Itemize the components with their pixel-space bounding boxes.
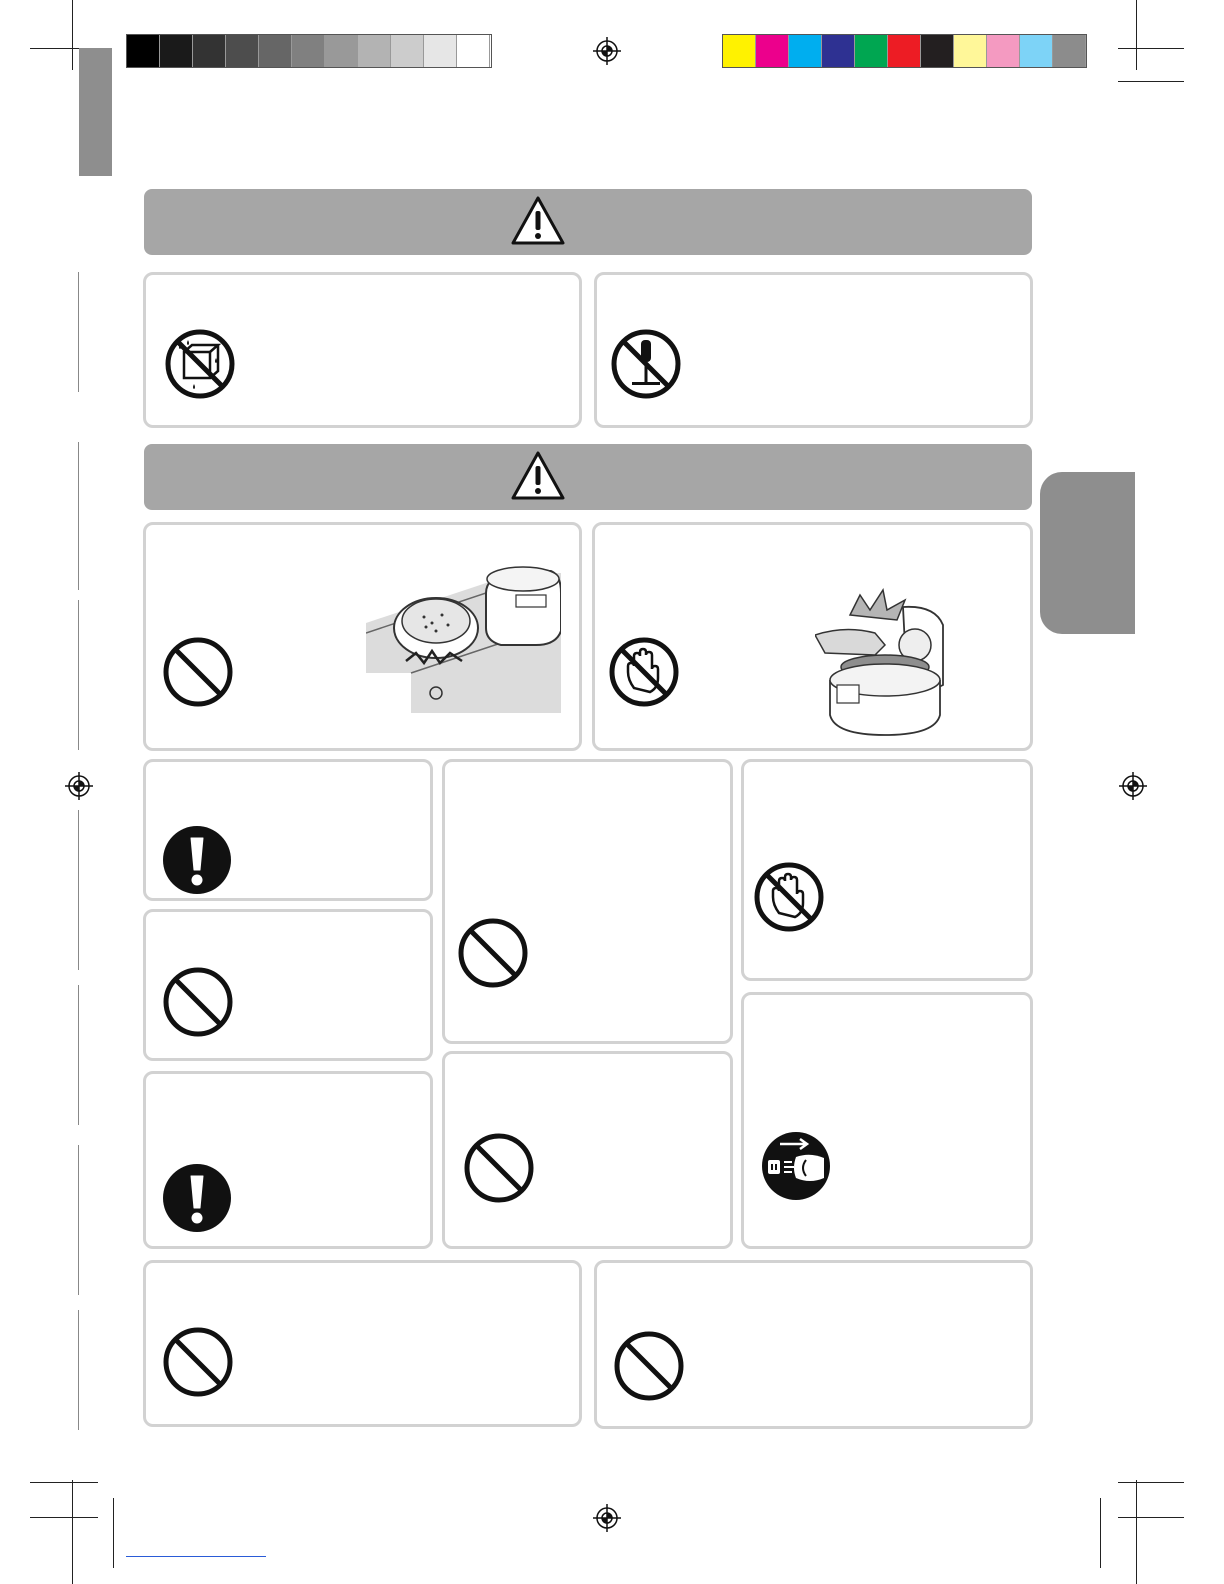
color-swatch xyxy=(358,35,391,67)
crop-mark xyxy=(113,1498,114,1568)
color-swatch xyxy=(391,35,424,67)
color-swatch xyxy=(855,35,888,67)
language-tab-right xyxy=(1040,472,1135,634)
card-prohibited-small-2 xyxy=(442,1051,733,1249)
crop-mark xyxy=(1118,1482,1184,1483)
crop-mark xyxy=(1118,48,1184,49)
margin-rule xyxy=(78,442,79,590)
color-swatch xyxy=(954,35,987,67)
color-swatch xyxy=(987,35,1020,67)
margin-rule xyxy=(78,272,79,392)
crop-mark xyxy=(30,1482,98,1483)
warning-triangle-icon xyxy=(510,195,566,247)
mandatory-exclamation-icon xyxy=(161,824,233,896)
registration-mark-icon xyxy=(592,1503,622,1533)
no-disassembly-screwdriver-icon xyxy=(610,328,682,400)
color-swatch xyxy=(921,35,954,67)
card-prohibited-tall xyxy=(442,759,733,1044)
rice-cooker-steam-hand-illustration xyxy=(815,585,965,740)
mandatory-exclamation-icon xyxy=(161,1162,233,1234)
warning-band-1 xyxy=(144,189,1032,255)
color-swatch xyxy=(756,35,789,67)
prohibited-icon xyxy=(162,636,234,708)
color-swatch xyxy=(822,35,855,67)
color-swatch xyxy=(789,35,822,67)
color-swatch xyxy=(424,35,457,67)
card-prohibited-small-1 xyxy=(143,909,433,1061)
registration-mark-icon xyxy=(64,771,94,801)
color-swatch xyxy=(723,35,756,67)
color-swatch xyxy=(226,35,259,67)
margin-rule xyxy=(78,1310,79,1430)
color-swatch xyxy=(888,35,921,67)
language-tab-left xyxy=(79,48,112,176)
card-no-heat-source xyxy=(143,522,582,751)
color-swatch xyxy=(325,35,358,67)
card-no-water xyxy=(143,272,582,428)
crop-mark xyxy=(1118,81,1184,82)
link-underline xyxy=(126,1556,266,1557)
color-swatch xyxy=(1020,35,1053,67)
warning-band-2 xyxy=(144,444,1032,510)
prohibited-icon xyxy=(162,966,234,1038)
crop-mark xyxy=(1100,1498,1101,1568)
color-swatch xyxy=(292,35,325,67)
card-no-touch-2 xyxy=(741,759,1033,981)
color-swatch xyxy=(259,35,292,67)
do-not-touch-hand-icon xyxy=(608,636,680,708)
card-no-touch-steam xyxy=(592,522,1033,751)
card-mandatory-2 xyxy=(143,1071,433,1249)
color-swatch xyxy=(160,35,193,67)
margin-rule xyxy=(78,810,79,970)
registration-mark-icon xyxy=(1118,771,1148,801)
color-swatch xyxy=(127,35,160,67)
prohibited-icon xyxy=(162,1326,234,1398)
color-swatch xyxy=(193,35,226,67)
no-water-splash-icon xyxy=(164,328,236,400)
rice-cooker-near-stove-illustration xyxy=(366,553,561,713)
do-not-touch-hand-icon xyxy=(753,861,825,933)
registration-mark-icon xyxy=(592,36,622,66)
color-swatch xyxy=(1053,35,1086,67)
card-no-disassemble xyxy=(594,272,1033,428)
margin-rule xyxy=(78,1145,79,1295)
card-mandatory-1 xyxy=(143,759,433,901)
unplug-power-icon xyxy=(760,1130,832,1202)
color-swatch xyxy=(457,35,490,67)
card-unplug xyxy=(741,992,1033,1249)
warning-triangle-icon xyxy=(510,450,566,502)
margin-rule xyxy=(78,985,79,1125)
prohibited-icon xyxy=(457,917,529,989)
prohibited-icon xyxy=(613,1330,685,1402)
crop-mark xyxy=(72,0,73,70)
crop-mark xyxy=(1118,1517,1184,1518)
crop-mark xyxy=(72,1480,73,1584)
crop-mark xyxy=(30,1517,98,1518)
card-prohibited-bottom-right xyxy=(594,1260,1033,1429)
margin-rule xyxy=(78,600,79,750)
prohibited-icon xyxy=(463,1132,535,1204)
card-prohibited-bottom-left xyxy=(143,1260,582,1427)
crop-mark xyxy=(1136,1480,1137,1584)
crop-mark xyxy=(1136,0,1137,70)
